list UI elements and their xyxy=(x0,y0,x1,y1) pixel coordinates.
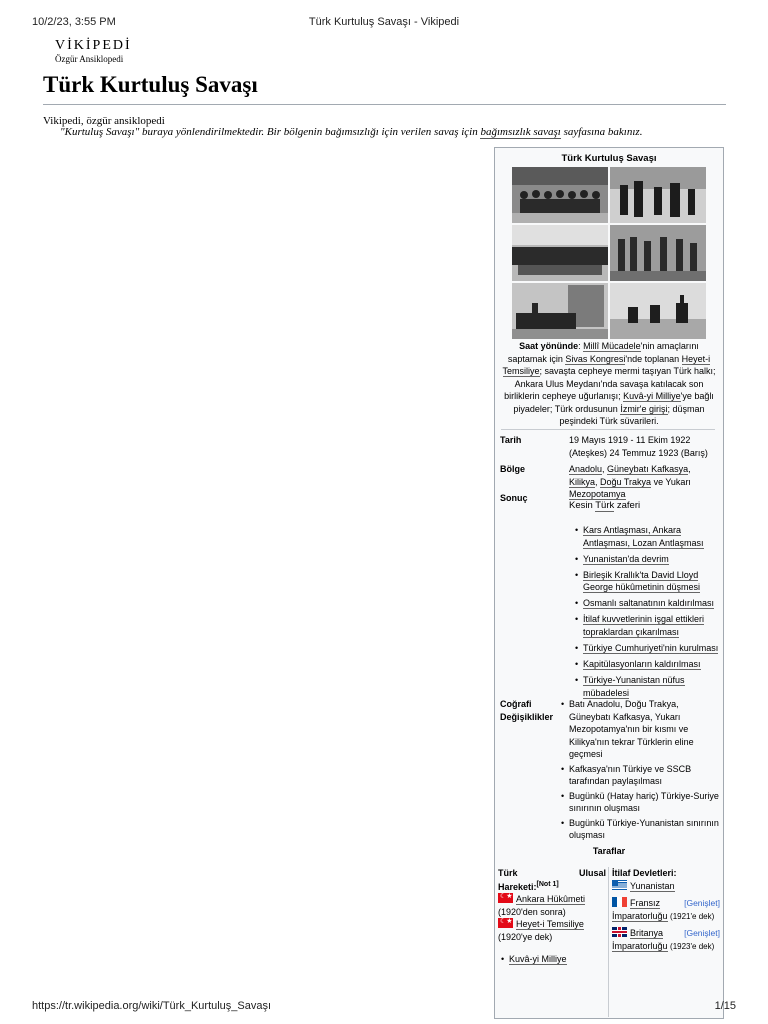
link-heyet-i-temsiliye[interactable]: Heyet-i Temsiliye xyxy=(502,353,711,376)
side-heyet xyxy=(498,918,606,931)
hatnote-text-end: sayfasına bakınız. xyxy=(560,126,643,138)
taraflar-itilaf xyxy=(612,867,720,953)
taraflar-turk xyxy=(498,867,606,968)
sonuc-item-text[interactable]: Osmanlı saltanatının kaldırılması xyxy=(583,598,715,609)
value-sonuc-head xyxy=(569,500,721,513)
uk-flag-icon xyxy=(612,927,627,937)
title-divider xyxy=(43,104,726,105)
caption-text: ; savaşta cepheye mermi taşıyan Türk halkı; Ankara Ulus Meydanı'nda savaşa katılacak son birliklerin cepheye uğurlanışı; xyxy=(504,366,716,401)
sonuc-item[interactable] xyxy=(583,674,721,699)
geo-item-text: Bugünkü Türkiye-Yunanistan sınırının oluşması xyxy=(569,817,719,840)
itilaf-heading: İtilaf Devletleri: xyxy=(612,868,677,878)
britanya-line2 xyxy=(612,940,720,954)
geo-item xyxy=(558,817,722,842)
link-dogu-trakya[interactable]: Doğu Trakya xyxy=(600,476,652,487)
geo-item-text: Bugünkü (Hatay hariç) Türkiye-Suriye sınırının oluşması xyxy=(569,790,719,813)
sonuc-item-text[interactable]: İtilaf kuvvetlerinin işgal ettikleri topraklardan çıkarılması xyxy=(583,614,705,637)
infobox-title: Türk Kurtuluş Savaşı xyxy=(561,153,657,164)
hatnote-quote: "Kurtuluş Savaşı" xyxy=(60,126,140,138)
note-ref[interactable]: [Not 1] xyxy=(536,881,559,888)
value-bolge: Anadolu, Güneybatı Kafkasya, Kilikya, Doğu Trakya ve Yukarı Mezopotamya xyxy=(569,464,691,499)
caption-text: 'ye bağlı piyadeler; Türk ordusunun xyxy=(513,391,714,414)
caption-text: 'nin amaçlarını saptamak için xyxy=(507,341,699,364)
label-tarih: Tarih xyxy=(500,435,522,445)
sonuc-text: Kesin xyxy=(569,500,596,511)
label-bolge: Bölge xyxy=(500,464,526,474)
side-britanya xyxy=(612,927,720,940)
ankara-note: (1920'den sonra) xyxy=(498,906,566,917)
turk-heading-c-text: Hareketi: xyxy=(498,882,537,892)
print-title: Türk Kurtuluş Savaşı - Vikipedi xyxy=(308,16,460,28)
sonuc-item[interactable] xyxy=(583,524,721,549)
sonuc-item[interactable] xyxy=(583,569,721,594)
link-milli-mucadele[interactable]: Millî Mücadele xyxy=(583,341,641,351)
hatnote xyxy=(60,126,642,138)
caption-text: 'nde toplanan xyxy=(625,353,682,364)
infobox-divider xyxy=(501,429,715,430)
page-title: Türk Kurtuluş Savaşı xyxy=(43,72,258,97)
turk-heading-b: Ulusal xyxy=(578,868,606,878)
infobox xyxy=(494,147,724,1019)
caption-bold: Saat yönünde xyxy=(519,341,579,351)
geo-item xyxy=(558,763,722,788)
fransa-line2 xyxy=(612,910,720,924)
caption-text: : xyxy=(578,341,584,351)
infobox-caption xyxy=(501,340,717,428)
photo-ammunition-carriers xyxy=(610,167,706,223)
infobox-photo-collage[interactable] xyxy=(512,167,706,341)
sonuc-item-text[interactable]: Birleşik Krallık'ta David Lloyd George hükûmetinin düşmesi xyxy=(583,569,701,593)
greece-flag-icon xyxy=(612,880,627,890)
link-fransiz-imparatorlugu[interactable]: İmparatorluğu xyxy=(612,910,668,921)
link-yunanistan[interactable]: Yunanistan xyxy=(630,880,675,891)
bolge-text: ve Yukarı xyxy=(653,476,691,487)
link-fransiz[interactable]: Fransız xyxy=(630,898,661,908)
taraflar-heading: Taraflar xyxy=(592,846,626,856)
logo-name: VİKİPEDİ xyxy=(55,38,132,53)
link-kuvayi-milliye-side[interactable]: Kuvâ-yi Milliye xyxy=(509,954,567,964)
photo-ulus-square-troops xyxy=(512,225,608,281)
photo-kuvayi-milliye-infantry xyxy=(610,225,706,281)
side-ankara xyxy=(498,893,606,906)
photo-izmir-entry xyxy=(512,283,608,339)
link-ankara-hukumeti[interactable]: Ankara Hükûmeti xyxy=(516,894,586,904)
link-izmir-girisi[interactable]: İzmir'e girişi xyxy=(620,403,668,414)
link-heyet-i-temsiliye-side[interactable]: Heyet-i Temsiliye xyxy=(516,919,584,929)
link-britanya-imparatorlugu[interactable]: İmparatorluğu xyxy=(612,940,668,951)
hatnote-text: buraya yönlendirilmektedir. Bir bölgenin bağımsızlığı için verilen savaş için xyxy=(139,126,481,138)
sonuc-item[interactable] xyxy=(583,553,721,566)
link-anadolu[interactable]: Anadolu xyxy=(569,464,603,474)
photo-sivas-congress xyxy=(512,167,608,223)
sonuc-item-text[interactable]: Kars Antlaşması, Ankara Antlaşması, Lozan Antlaşması xyxy=(583,525,704,548)
sonuc-item[interactable] xyxy=(583,658,721,671)
france-flag-icon xyxy=(612,897,627,907)
link-turk[interactable]: Türk xyxy=(595,500,615,511)
link-guneybati-kafkasya[interactable]: Güneybatı Kafkasya xyxy=(607,464,689,474)
sonuc-text: zaferi xyxy=(614,500,641,511)
link-britanya[interactable]: Britanya xyxy=(630,928,664,938)
side-yunanistan xyxy=(612,880,720,893)
turk-heading-a: Türk xyxy=(498,868,518,878)
sonuc-item[interactable] xyxy=(583,613,721,638)
sonuc-item-text[interactable]: Türkiye-Yunanistan nüfus mübadelesi xyxy=(583,675,685,698)
link-sivas-kongresi[interactable]: Sivas Kongresi xyxy=(565,353,626,364)
hatnote-link[interactable]: bağımsızlık savaşı xyxy=(480,126,561,138)
caption-text: ; düşman peşindeki Türk süvarileri. xyxy=(559,403,705,426)
value-tarih: 19 Mayıs 1919 - 11 Ekim 1922 (Ateşkes) 24 Temmuz 1923 (Barış) xyxy=(569,435,708,458)
print-datetime: 10/2/23, 3:55 PM xyxy=(32,16,116,28)
geo-item xyxy=(558,698,722,761)
side-fransa xyxy=(612,897,720,910)
heyet-note: (1920'ye dek) xyxy=(498,931,553,942)
taraflar-divider xyxy=(608,867,609,1017)
sonuc-item-text[interactable]: Kapitülasyonların kaldırılması xyxy=(583,659,701,670)
geo-item xyxy=(558,790,722,815)
expand-britanya-button[interactable]: [Genişlet] xyxy=(684,928,720,938)
wikipedia-logo[interactable] xyxy=(55,38,132,64)
site-subtitle: Vikipedi, özgür ansiklopedi xyxy=(43,115,165,127)
geo-item-text: Kafkasya'nın Türkiye ve SSCB tarafından paylaşılması xyxy=(569,763,692,786)
geo-item-text: Batı Anadolu, Doğu Trakya, Güneybatı Kafkasya, Yukarı Mezopotamya'nın bir kısmı ve Kilikya'nın tekrar Türklerin eline geçmesi xyxy=(569,699,694,759)
sonuc-item[interactable] xyxy=(583,597,721,610)
britanya-note: (1923'e dek) xyxy=(670,941,715,951)
link-kilikya[interactable]: Kilikya xyxy=(569,476,596,487)
print-page-number: 1/15 xyxy=(714,1000,736,1012)
turkey-flag-icon xyxy=(498,918,513,928)
side-kuvayi[interactable] xyxy=(498,953,606,966)
turk-heading xyxy=(498,867,606,893)
sonuc-list xyxy=(569,524,721,703)
label-sonuc: Sonuç xyxy=(500,493,528,503)
label-cografi: Coğrafi Değişiklikler xyxy=(500,699,554,722)
turk-sub-list xyxy=(498,953,606,966)
photo-cavalry xyxy=(610,283,706,339)
geo-list xyxy=(558,698,722,844)
link-mezopotamya[interactable]: Mezopotamya xyxy=(569,489,626,499)
sonuc-item-text[interactable]: Yunanistan'da devrim xyxy=(583,553,669,564)
logo-tagline: Özgür Ansiklopedi xyxy=(55,54,124,64)
turkey-flag-icon xyxy=(498,893,513,903)
sonuc-item-text[interactable]: Türkiye Cumhuriyeti'nin kurulması xyxy=(583,642,719,653)
link-kuvayi-milliye[interactable]: Kuvâ-yi Milliye xyxy=(623,391,681,401)
print-url: https://tr.wikipedia.org/wiki/Türk_Kurtuluş_Savaşı xyxy=(32,1000,272,1012)
sonuc-item[interactable] xyxy=(583,642,721,655)
expand-fransa-button[interactable]: [Genişlet] xyxy=(684,898,720,908)
fransa-note: (1921'e dek) xyxy=(670,911,715,921)
